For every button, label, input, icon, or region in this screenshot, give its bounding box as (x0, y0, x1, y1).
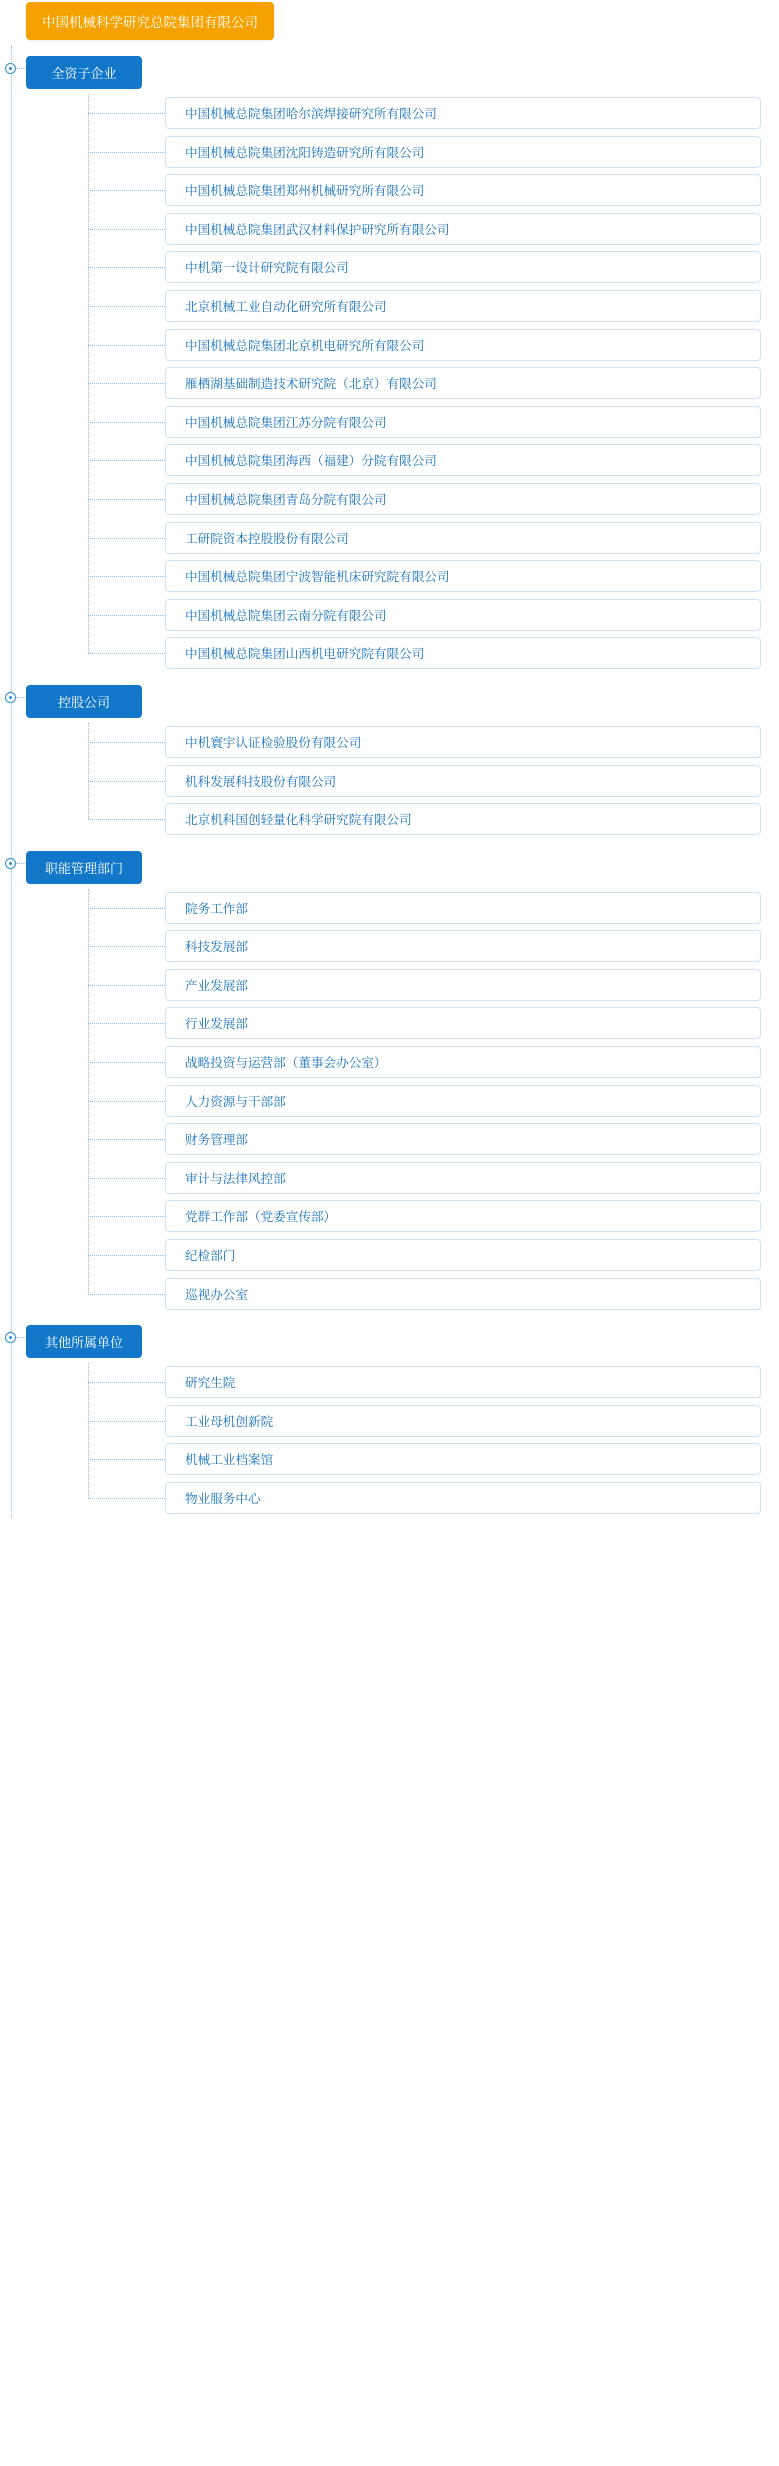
node-dot-icon (5, 63, 16, 74)
org-unit-item[interactable]: 研究生院 (165, 1366, 761, 1398)
child-branch-line (88, 1459, 165, 1460)
org-unit-item[interactable]: 机械工业档案馆 (165, 1443, 761, 1475)
list-item (0, 326, 779, 365)
list-item (0, 1120, 779, 1159)
child-branch-line (88, 946, 165, 947)
node-dot-icon (5, 858, 16, 869)
org-unit-item[interactable]: 物业服务中心 (165, 1482, 761, 1514)
org-unit-item[interactable]: 审计与法律风控部 (165, 1162, 761, 1194)
child-branch-line (88, 499, 165, 500)
org-group (0, 44, 779, 673)
group-title-1[interactable]: 全资子企业 (26, 56, 142, 89)
group-connector-line (16, 863, 26, 864)
org-unit-item[interactable]: 党群工作部（党委宣传部） (165, 1200, 761, 1232)
child-branch-line (88, 383, 165, 384)
group-children (0, 1363, 779, 1517)
org-unit-item[interactable]: 财务管理部 (165, 1123, 761, 1155)
list-item (0, 1159, 779, 1198)
child-branch-line (88, 1178, 165, 1179)
child-branch-line (88, 190, 165, 191)
list-item (0, 1082, 779, 1121)
org-unit-item[interactable]: 中国机械总院集团青岛分院有限公司 (165, 483, 761, 515)
list-item (0, 1043, 779, 1082)
list-item (0, 1440, 779, 1479)
org-unit-item[interactable]: 中机寰宇认证检验股份有限公司 (165, 726, 761, 758)
org-unit-item[interactable]: 雁栖湖基础制造技术研究院（北京）有限公司 (165, 367, 761, 399)
root-row (0, 0, 779, 44)
org-unit-item[interactable]: 中机第一设计研究院有限公司 (165, 251, 761, 283)
child-branch-line (88, 229, 165, 230)
child-branch-line (88, 1062, 165, 1063)
child-branch-line (88, 113, 165, 114)
list-item (0, 557, 779, 596)
org-unit-item[interactable]: 中国机械总院集团宁波智能机床研究院有限公司 (165, 560, 761, 592)
org-unit-item[interactable]: 北京机械工业自动化研究所有限公司 (165, 290, 761, 322)
org-unit-item[interactable]: 中国机械总院集团哈尔滨焊接研究所有限公司 (165, 97, 761, 129)
list-item (0, 889, 779, 928)
group-title-2[interactable]: 控股公司 (26, 685, 142, 718)
org-unit-item[interactable]: 中国机械总院集团云南分院有限公司 (165, 599, 761, 631)
child-branch-line (88, 1023, 165, 1024)
group-header (0, 839, 779, 889)
root-node-company[interactable]: 中国机械科学研究总院集团有限公司 (26, 2, 274, 40)
org-unit-item[interactable]: 产业发展部 (165, 969, 761, 1001)
child-branch-line (88, 1498, 165, 1499)
org-unit-item[interactable]: 中国机械总院集团武汉材料保护研究所有限公司 (165, 213, 761, 245)
child-branch-line (88, 653, 165, 654)
list-item (0, 441, 779, 480)
list-item (0, 1479, 779, 1518)
org-unit-item[interactable]: 中国机械总院集团郑州机械研究所有限公司 (165, 174, 761, 206)
org-unit-item[interactable]: 战略投资与运营部（董事会办公室） (165, 1046, 761, 1078)
org-unit-item[interactable]: 人力资源与干部部 (165, 1085, 761, 1117)
list-item (0, 927, 779, 966)
list-item (0, 1275, 779, 1314)
org-unit-item[interactable]: 纪检部门 (165, 1239, 761, 1271)
child-branch-line (88, 1216, 165, 1217)
org-unit-item[interactable]: 院务工作部 (165, 892, 761, 924)
list-item (0, 287, 779, 326)
child-branch-line (88, 1421, 165, 1422)
child-branch-line (88, 1382, 165, 1383)
org-group (0, 673, 779, 839)
list-item (0, 1363, 779, 1402)
groups-container (0, 44, 779, 1518)
child-branch-line (88, 615, 165, 616)
group-title-3[interactable]: 职能管理部门 (26, 851, 142, 884)
child-branch-line (88, 345, 165, 346)
child-branch-line (88, 781, 165, 782)
group-header (0, 673, 779, 723)
org-unit-item[interactable]: 中国机械总院集团山西机电研究院有限公司 (165, 637, 761, 669)
org-group (0, 839, 779, 1314)
org-unit-item[interactable]: 工研院资本控股股份有限公司 (165, 522, 761, 554)
list-item (0, 248, 779, 287)
org-unit-item[interactable]: 巡视办公室 (165, 1278, 761, 1310)
group-connector-line (16, 697, 26, 698)
org-unit-item[interactable]: 中国机械总院集团海西（福建）分院有限公司 (165, 444, 761, 476)
list-item (0, 1004, 779, 1043)
group-connector-line (16, 68, 26, 69)
child-branch-line (88, 267, 165, 268)
child-branch-line (88, 576, 165, 577)
list-item (0, 800, 779, 839)
org-unit-item[interactable]: 科技发展部 (165, 930, 761, 962)
org-group (0, 1313, 779, 1517)
org-unit-item[interactable]: 中国机械总院集团北京机电研究所有限公司 (165, 329, 761, 361)
group-header (0, 44, 779, 94)
node-dot-icon (5, 692, 16, 703)
child-branch-line (88, 985, 165, 986)
list-item (0, 210, 779, 249)
group-children (0, 94, 779, 673)
child-branch-line (88, 152, 165, 153)
group-children (0, 889, 779, 1314)
list-item (0, 364, 779, 403)
org-unit-item[interactable]: 行业发展部 (165, 1007, 761, 1039)
list-item (0, 133, 779, 172)
list-item (0, 171, 779, 210)
child-branch-line (88, 1294, 165, 1295)
list-item (0, 94, 779, 133)
child-branch-line (88, 742, 165, 743)
list-item (0, 966, 779, 1005)
org-unit-item[interactable]: 中国机械总院集团江苏分院有限公司 (165, 406, 761, 438)
org-unit-item[interactable]: 工业母机创新院 (165, 1405, 761, 1437)
org-unit-item[interactable]: 北京机科国创轻量化科学研究院有限公司 (165, 803, 761, 835)
org-unit-item[interactable]: 机科发展科技股份有限公司 (165, 765, 761, 797)
list-item (0, 480, 779, 519)
group-children (0, 723, 779, 839)
list-item (0, 634, 779, 673)
node-dot-icon (5, 1332, 16, 1343)
child-branch-line (88, 819, 165, 820)
child-branch-line (88, 908, 165, 909)
child-branch-line (88, 1139, 165, 1140)
group-title-4[interactable]: 其他所属单位 (26, 1325, 142, 1358)
child-branch-line (88, 422, 165, 423)
list-item (0, 1402, 779, 1441)
list-item (0, 596, 779, 635)
child-branch-line (88, 460, 165, 461)
list-item (0, 762, 779, 801)
group-header (0, 1313, 779, 1363)
list-item (0, 723, 779, 762)
list-item (0, 1236, 779, 1275)
list-item (0, 1197, 779, 1236)
list-item (0, 403, 779, 442)
child-branch-line (88, 538, 165, 539)
org-unit-item[interactable]: 中国机械总院集团沈阳铸造研究所有限公司 (165, 136, 761, 168)
child-branch-line (88, 306, 165, 307)
child-branch-line (88, 1255, 165, 1256)
group-connector-line (16, 1337, 26, 1338)
child-branch-line (88, 1101, 165, 1102)
list-item (0, 519, 779, 558)
